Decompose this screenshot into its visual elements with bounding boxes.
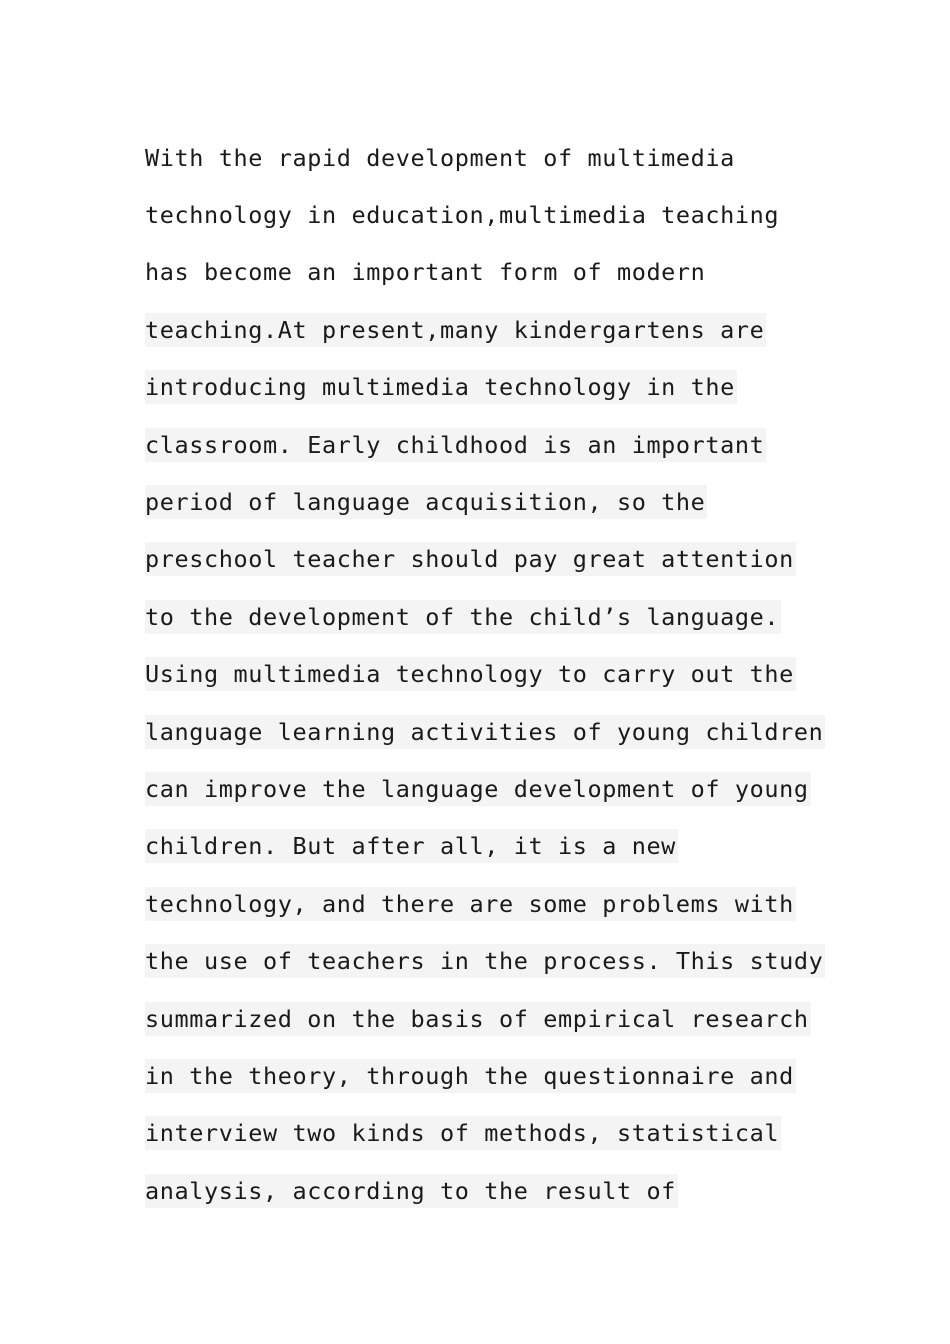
- text-line: [145, 646, 825, 703]
- text-line: [145, 703, 825, 760]
- line-text: in the theory, through the questionnaire and: [145, 1059, 796, 1093]
- line-text: period of language acquisition, so the: [145, 485, 707, 519]
- body-paragraph: [145, 129, 825, 1219]
- line-text: children. But after all, it is a new: [145, 829, 678, 863]
- line-text: interview two kinds of methods, statistical: [145, 1116, 781, 1150]
- text-line: [145, 588, 825, 645]
- line-text: can improve the language development of young: [145, 772, 811, 806]
- text-line: [145, 760, 825, 817]
- text-line: [145, 932, 825, 989]
- text-line: [145, 818, 825, 875]
- text-line: [145, 186, 825, 243]
- line-text: With the rapid development of multimedia: [145, 143, 735, 172]
- text-line: [145, 875, 825, 932]
- line-text: the use of teachers in the process. This study: [145, 944, 825, 978]
- text-line: [145, 1047, 825, 1104]
- text-line: [145, 359, 825, 416]
- line-text: analysis, according to the result of: [145, 1174, 678, 1208]
- text-line: [145, 1105, 825, 1162]
- text-line: [145, 301, 825, 358]
- text-line: [145, 244, 825, 301]
- line-text: language learning activities of young children: [145, 715, 825, 749]
- line-text: preschool teacher should pay great attention: [145, 542, 796, 576]
- line-text: introducing multimedia technology in the: [145, 370, 737, 404]
- line-text: classroom. Early childhood is an important: [145, 428, 766, 462]
- text-line: [145, 531, 825, 588]
- text-line: [145, 416, 825, 473]
- line-text: to the development of the child’s language.: [145, 600, 781, 634]
- line-text: technology in education,multimedia teaching: [145, 201, 780, 230]
- line-text: teaching.At present,many kindergartens are: [145, 313, 766, 347]
- text-line: [145, 473, 825, 530]
- text-line: [145, 129, 825, 186]
- line-text: technology, and there are some problems with: [145, 887, 796, 921]
- line-text: has become an important form of modern: [145, 258, 706, 287]
- text-line: [145, 1162, 825, 1219]
- text-line: [145, 990, 825, 1047]
- line-text: Using multimedia technology to carry out the: [145, 657, 796, 691]
- line-text: summarized on the basis of empirical research: [145, 1002, 811, 1036]
